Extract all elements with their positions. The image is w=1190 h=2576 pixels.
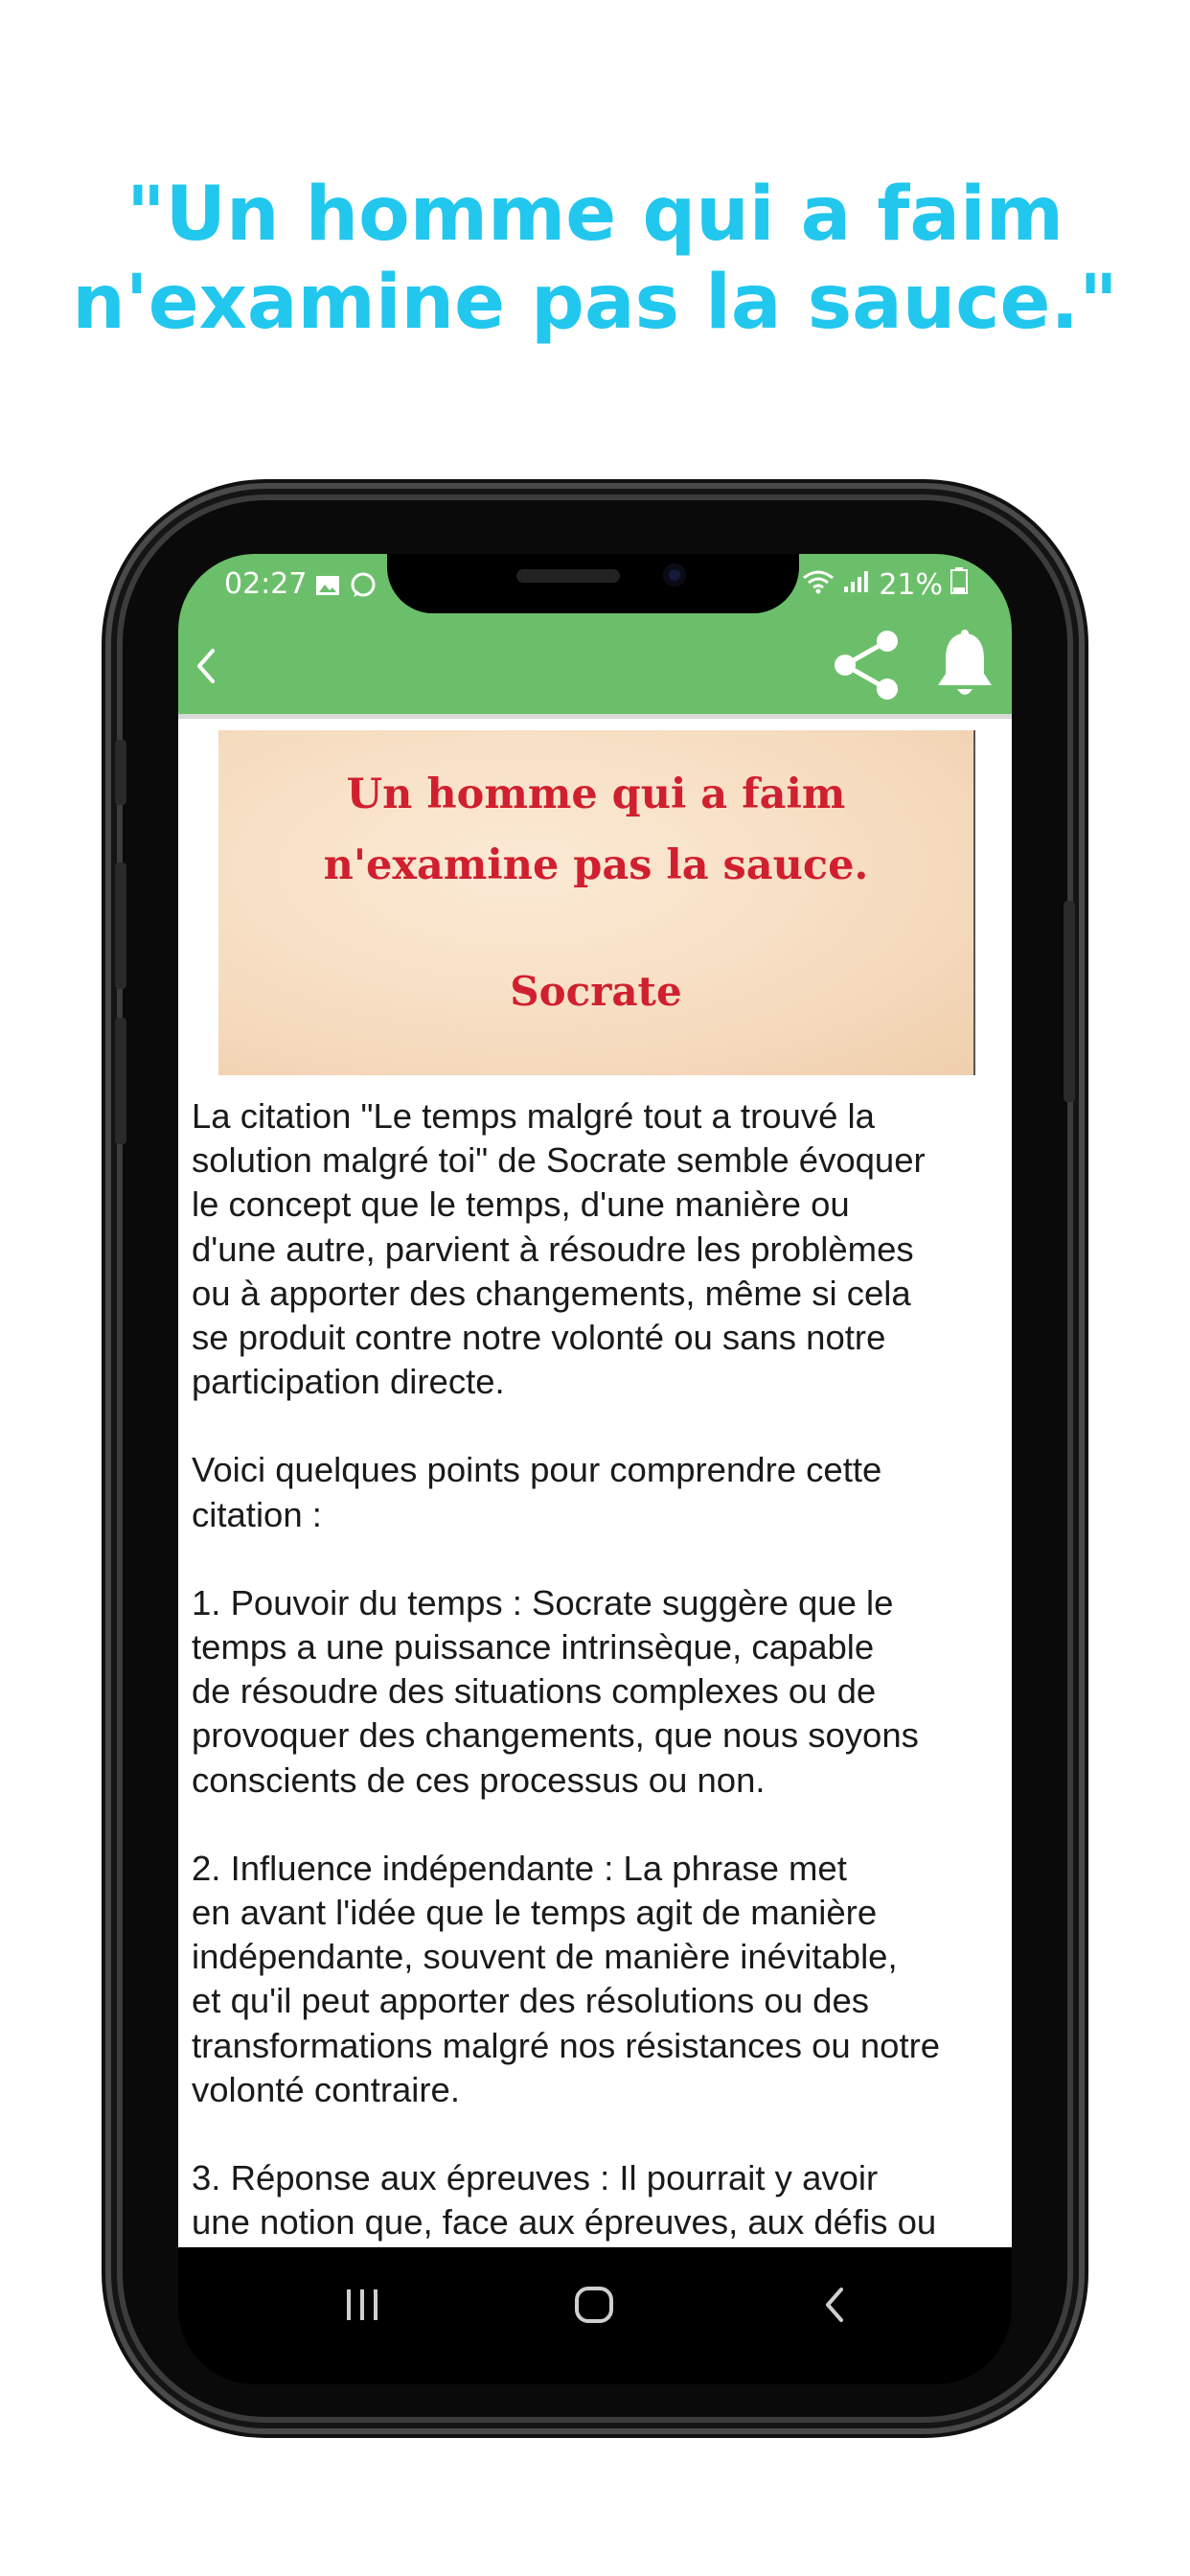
- wifi-icon: [802, 568, 835, 602]
- recent-apps-icon[interactable]: [343, 2286, 381, 2328]
- battery-icon: [950, 567, 968, 602]
- status-time: 02:27: [224, 567, 308, 601]
- quote-image-author: Socrate: [510, 968, 682, 1015]
- home-icon[interactable]: [573, 2286, 615, 2328]
- quote-image-line-1: Un homme qui a faim: [346, 770, 846, 818]
- quote-image-text: [218, 759, 973, 901]
- article-paragraph: La citation "Le temps malgré tout a trouvé la solution malgré toi" de Socrate semble évoquer le concept que le temps, d'une manière ou d'une autre, parvient à résoudre les problèmes ou à apporter des changements, même si cela se produit contre notre volonté ou sans notre participation directe.: [192, 1096, 926, 1402]
- share-icon[interactable]: [830, 628, 904, 706]
- app-bar: [178, 616, 1012, 714]
- article-body: [192, 1094, 1006, 2252]
- camera-notch: [387, 554, 799, 613]
- phone-screen: [178, 554, 1012, 2384]
- article-paragraph: 3. Réponse aux épreuves : Il pourrait y avoir une notion que, face aux épreuves, aux défis ou: [192, 2158, 937, 2242]
- signal-icon: [842, 568, 871, 602]
- phone-side-button: [115, 1018, 126, 1144]
- battery-level: 21%: [879, 567, 943, 602]
- speaker-grille: [516, 569, 620, 583]
- status-indicators: [802, 567, 968, 602]
- phone-side-button: [115, 740, 126, 805]
- back-icon[interactable]: [192, 645, 220, 691]
- headline-line-1: "Un homme qui a faim: [126, 172, 1064, 258]
- article-paragraph: 1. Pouvoir du temps : Socrate suggère que le temps a une puissance intrinsèque, capable de résoudre des situations complexes ou de provoquer des changements, que nous soyons conscients de ces processus ou non.: [192, 1582, 919, 1800]
- whatsapp-icon: [349, 571, 378, 604]
- gallery-icon: [315, 575, 340, 600]
- phone-side-button: [1064, 901, 1075, 1102]
- front-camera: [663, 564, 686, 586]
- article-paragraph: 2. Influence indépendante : La phrase met en avant l'idée que le temps agit de manière indépendante, souvent de manière inévitable, et qu'il peut apporter des résolutions ou des transformations malgré nos résistances ou notre volonté contraire.: [192, 1848, 941, 2109]
- navigation-bar: [178, 2247, 1012, 2384]
- headline-line-2: n'examine pas la sauce.": [72, 260, 1118, 346]
- quote-image-line-2: n'examine pas la sauce.: [323, 841, 869, 889]
- promo-headline: [0, 171, 1190, 347]
- phone-side-button: [115, 862, 126, 989]
- bell-icon[interactable]: [934, 630, 995, 704]
- quote-image: [218, 730, 975, 1075]
- nav-back-icon[interactable]: [820, 2286, 849, 2328]
- article-paragraph: Voici quelques points pour comprendre cette citation :: [192, 1450, 882, 1534]
- article-content[interactable]: [178, 714, 1012, 2252]
- status-bar: [178, 554, 1012, 616]
